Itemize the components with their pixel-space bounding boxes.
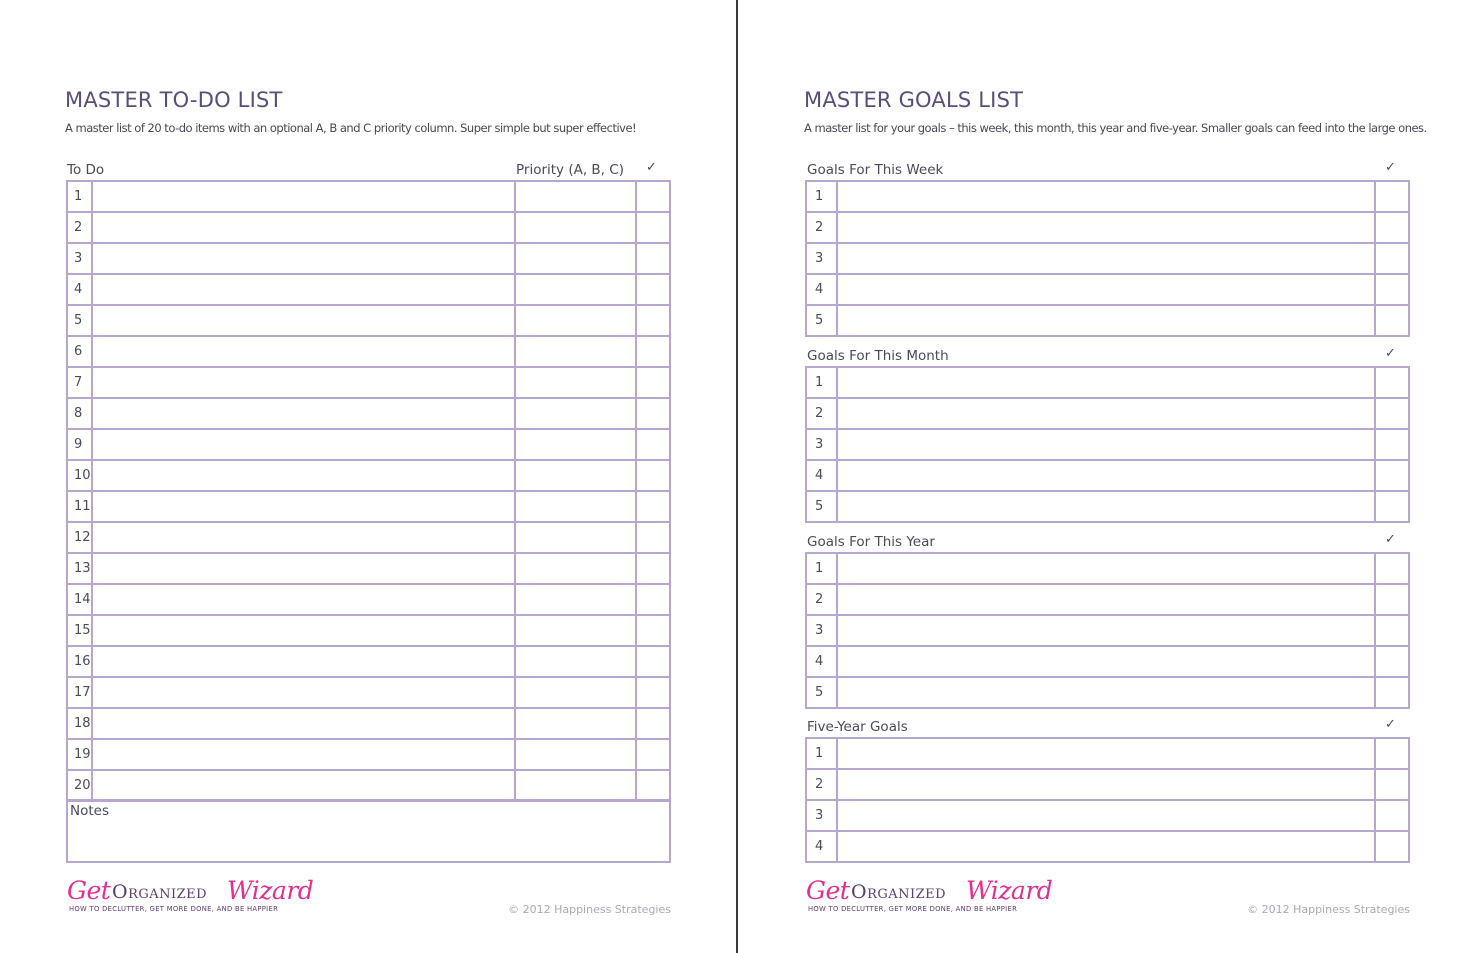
check-cell[interactable] [1375,769,1409,800]
priority-cell[interactable] [515,305,636,336]
row-number: 20 [67,770,92,801]
page-title: MASTER TO-DO LIST [65,88,283,112]
check-cell[interactable] [636,429,670,460]
priority-cell[interactable] [515,739,636,770]
row-number: 1 [67,181,92,212]
check-cell[interactable] [636,398,670,429]
todo-cell[interactable] [92,739,515,770]
table-row [67,646,670,677]
table-row [67,212,670,243]
page-subtitle: A master list for your goals – this week, this month, this year and five-year. Smaller goals can feed into the large ones. [804,121,1427,135]
priority-cell[interactable] [515,212,636,243]
table-row [67,770,670,801]
row-number: 9 [67,429,92,460]
row-number: 16 [67,646,92,677]
row-number: 1 [806,553,837,584]
goal-cell[interactable] [837,584,1375,615]
copyright: © 2012 Happiness Strategies [508,903,671,916]
check-cell[interactable] [636,739,670,770]
check-cell[interactable] [636,522,670,553]
row-number: 5 [806,305,837,336]
priority-column-header: Priority (A, B, C) [516,162,624,178]
table-row [67,553,670,584]
check-cell[interactable] [636,181,670,212]
goal-cell[interactable] [837,181,1375,212]
table-row [67,336,670,367]
priority-cell[interactable] [515,429,636,460]
check-cell[interactable] [636,491,670,522]
check-cell[interactable] [1375,646,1409,677]
row-number: 2 [806,212,837,243]
check-icon: ✓ [1385,532,1396,547]
todo-cell[interactable] [92,274,515,305]
table-row [806,243,1409,274]
goals-page [804,0,1427,953]
row-number: 1 [806,738,837,769]
todo-cell[interactable] [92,460,515,491]
todo-cell[interactable] [92,708,515,739]
todo-cell[interactable] [92,770,515,801]
logo [67,876,312,916]
goal-cell[interactable] [837,243,1375,274]
logo-organized: Organized [112,881,208,903]
todo-table [66,180,671,802]
row-number: 7 [67,367,92,398]
logo [806,876,1051,916]
goal-cell[interactable] [837,615,1375,646]
goal-cell[interactable] [837,212,1375,243]
priority-cell[interactable] [515,460,636,491]
todo-cell[interactable] [92,305,515,336]
table-row [67,522,670,553]
priority-cell[interactable] [515,181,636,212]
row-number: 4 [806,274,837,305]
logo-wizard: Wizard [966,876,1053,905]
table-row [67,460,670,491]
check-cell[interactable] [1375,181,1409,212]
row-number: 4 [806,646,837,677]
logo-tagline: HOW TO DECLUTTER, GET MORE DONE, AND BE HAPPIER [69,905,279,913]
table-row [67,491,670,522]
table-row [806,429,1409,460]
logo-wizard: Wizard [227,876,314,905]
table-row [806,460,1409,491]
priority-cell[interactable] [515,770,636,801]
row-number: 2 [806,584,837,615]
row-number: 1 [806,181,837,212]
check-cell[interactable] [1375,274,1409,305]
row-number: 8 [67,398,92,429]
table-row [806,831,1409,862]
priority-cell[interactable] [515,646,636,677]
goal-cell[interactable] [837,398,1375,429]
logo-tagline: HOW TO DECLUTTER, GET MORE DONE, AND BE HAPPIER [808,905,1018,913]
goals-table [805,180,1410,337]
row-number: 5 [806,677,837,708]
goal-cell[interactable] [837,460,1375,491]
check-cell[interactable] [1375,831,1409,862]
priority-cell[interactable] [515,491,636,522]
priority-cell[interactable] [515,336,636,367]
table-row [67,243,670,274]
check-cell[interactable] [1375,398,1409,429]
section-heading: Five-Year Goals [807,719,908,735]
table-row [806,398,1409,429]
logo-get: Get [67,876,111,905]
notes-box[interactable] [66,799,671,863]
check-icon: ✓ [646,160,657,175]
goals-table [805,366,1410,523]
todo-column-header: To Do [67,162,105,178]
check-cell[interactable] [636,584,670,615]
priority-cell[interactable] [515,398,636,429]
priority-cell[interactable] [515,584,636,615]
check-cell[interactable] [1375,212,1409,243]
goal-cell[interactable] [837,274,1375,305]
todo-cell[interactable] [92,522,515,553]
row-number: 3 [806,429,837,460]
todo-cell[interactable] [92,367,515,398]
check-icon: ✓ [1385,717,1396,732]
check-cell[interactable] [1375,738,1409,769]
check-cell[interactable] [1375,615,1409,646]
goal-cell[interactable] [837,769,1375,800]
check-cell[interactable] [1375,677,1409,708]
todo-page [65,0,671,953]
row-number: 3 [67,243,92,274]
check-cell[interactable] [1375,429,1409,460]
priority-cell[interactable] [515,677,636,708]
priority-cell[interactable] [515,274,636,305]
priority-cell[interactable] [515,243,636,274]
section-heading: Goals For This Year [807,534,935,550]
check-cell[interactable] [636,274,670,305]
goal-cell[interactable] [837,305,1375,336]
todo-cell[interactable] [92,398,515,429]
table-row [67,274,670,305]
row-number: 3 [806,615,837,646]
row-number: 2 [806,398,837,429]
row-number: 5 [806,491,837,522]
goal-cell[interactable] [837,646,1375,677]
row-number: 17 [67,677,92,708]
todo-cell[interactable] [92,336,515,367]
check-cell[interactable] [636,336,670,367]
check-cell[interactable] [1375,584,1409,615]
check-cell[interactable] [636,677,670,708]
logo-get: Get [806,876,850,905]
priority-cell[interactable] [515,615,636,646]
row-number: 6 [67,336,92,367]
priority-cell[interactable] [515,708,636,739]
goal-cell[interactable] [837,491,1375,522]
table-row [67,429,670,460]
priority-cell[interactable] [515,367,636,398]
check-cell[interactable] [1375,460,1409,491]
check-cell[interactable] [1375,243,1409,274]
goal-cell[interactable] [837,831,1375,862]
row-number: 11 [67,491,92,522]
row-number: 15 [67,615,92,646]
todo-cell[interactable] [92,491,515,522]
check-icon: ✓ [1385,160,1396,175]
table-row [67,367,670,398]
row-number: 1 [806,367,837,398]
section-heading: Goals For This Month [807,348,949,364]
todo-cell[interactable] [92,243,515,274]
goal-cell[interactable] [837,738,1375,769]
check-icon: ✓ [1385,346,1396,361]
table-row [67,584,670,615]
priority-cell[interactable] [515,553,636,584]
goal-cell[interactable] [837,677,1375,708]
section-heading: Goals For This Week [807,162,944,178]
notes-label: Notes [70,803,109,819]
table-row [806,553,1409,584]
check-cell[interactable] [1375,553,1409,584]
row-number: 10 [67,460,92,491]
goal-cell[interactable] [837,429,1375,460]
check-cell[interactable] [1375,491,1409,522]
page-title: MASTER GOALS LIST [804,88,1024,112]
goal-cell[interactable] [837,367,1375,398]
check-cell[interactable] [636,770,670,801]
table-row [806,584,1409,615]
copyright: © 2012 Happiness Strategies [1247,903,1410,916]
table-row [806,769,1409,800]
goal-cell[interactable] [837,553,1375,584]
row-number: 3 [806,243,837,274]
check-cell[interactable] [636,305,670,336]
row-number: 12 [67,522,92,553]
table-row [806,491,1409,522]
row-number: 4 [806,460,837,491]
row-number: 4 [806,831,837,862]
row-number: 14 [67,584,92,615]
logo-organized: Organized [851,881,947,903]
check-cell[interactable] [636,708,670,739]
row-number: 2 [67,212,92,243]
todo-cell[interactable] [92,181,515,212]
table-row [806,615,1409,646]
table-row [806,367,1409,398]
table-row [67,305,670,336]
row-number: 4 [67,274,92,305]
check-cell[interactable] [1375,800,1409,831]
goals-table [805,552,1410,709]
todo-cell[interactable] [92,646,515,677]
table-row [806,800,1409,831]
table-row [806,646,1409,677]
table-row [67,398,670,429]
check-cell[interactable] [636,367,670,398]
check-cell[interactable] [1375,305,1409,336]
todo-cell[interactable] [92,429,515,460]
check-cell[interactable] [636,243,670,274]
table-row [806,181,1409,212]
check-cell[interactable] [636,553,670,584]
page-subtitle: A master list of 20 to-do items with an optional A, B and C priority column. Super simple but super effective! [65,121,637,135]
row-number: 19 [67,739,92,770]
table-row [67,181,670,212]
row-number: 5 [67,305,92,336]
goals-table [805,737,1410,863]
todo-cell[interactable] [92,677,515,708]
table-row [806,305,1409,336]
table-row [806,212,1409,243]
priority-cell[interactable] [515,522,636,553]
check-cell[interactable] [636,212,670,243]
row-number: 18 [67,708,92,739]
page-divider [736,0,738,953]
check-cell[interactable] [636,615,670,646]
goal-cell[interactable] [837,800,1375,831]
table-row [67,677,670,708]
table-row [67,615,670,646]
row-number: 13 [67,553,92,584]
table-row [67,708,670,739]
row-number: 2 [806,769,837,800]
row-number: 3 [806,800,837,831]
todo-cell[interactable] [92,212,515,243]
table-row [806,738,1409,769]
table-row [806,274,1409,305]
check-cell[interactable] [636,646,670,677]
todo-cell[interactable] [92,584,515,615]
todo-cell[interactable] [92,615,515,646]
table-row [806,677,1409,708]
check-cell[interactable] [1375,367,1409,398]
todo-cell[interactable] [92,553,515,584]
table-row [67,739,670,770]
check-cell[interactable] [636,460,670,491]
